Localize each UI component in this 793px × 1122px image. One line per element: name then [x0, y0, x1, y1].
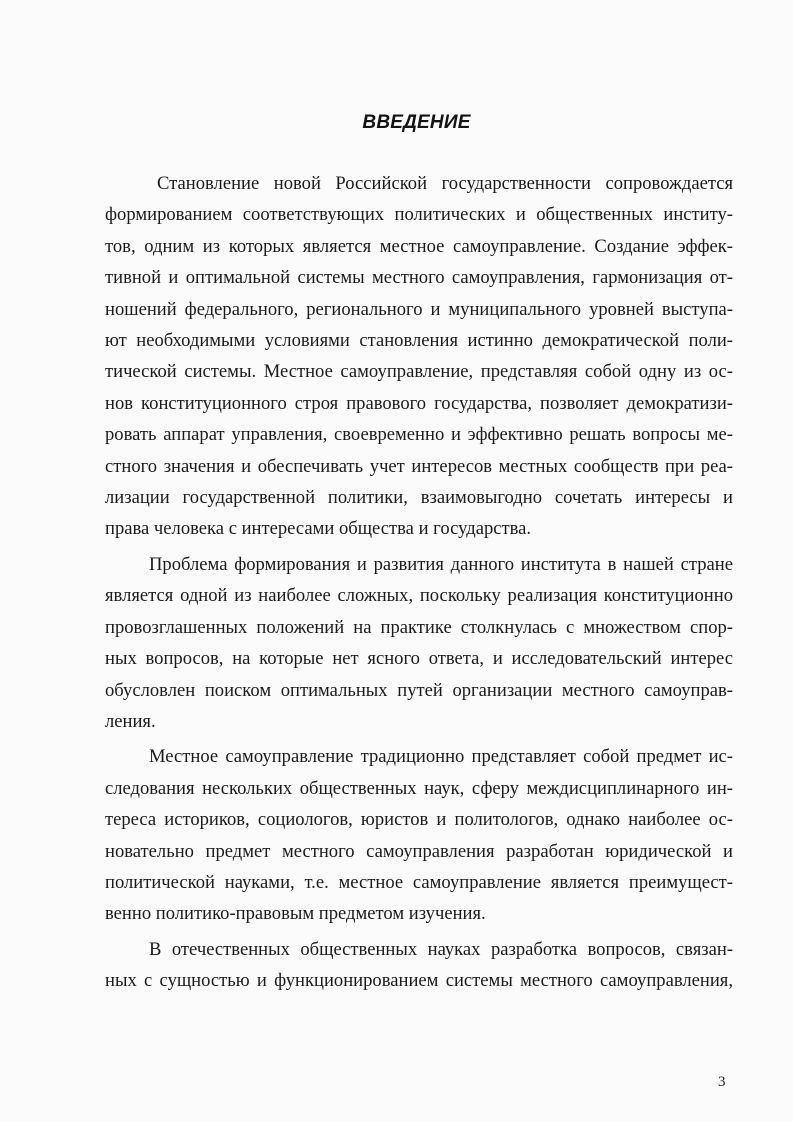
text-line: тической системы. Местное самоуправление, представляя собой одну из ос-: [105, 361, 733, 383]
text-line: венно политико-правовым предметом изучения.: [105, 903, 486, 925]
text-line: лизации государственной политики, взаимовыгодно сочетать интересы и: [105, 487, 733, 509]
text-line: ют необходимыми условиями становления истинно демократической поли-: [105, 330, 733, 352]
text-line: провозглашенных положений на практике столкнулась с множеством спор-: [105, 616, 733, 638]
text-line: Местное самоуправление традиционно представляет собой предмет ис-: [149, 746, 733, 768]
text-line: ровать аппарат управления, своевременно и эффективно решать вопросы ме-: [105, 424, 733, 446]
text-line: обусловлен поиском оптимальных путей организации местного самоуправ-: [105, 679, 733, 701]
paragraph-1: [105, 168, 733, 545]
text-line: ления.: [105, 710, 156, 732]
body-text: [105, 168, 733, 997]
text-line: формированием соответствующих политических и общественных институ-: [105, 204, 733, 226]
text-line: нов конституционного строя правового государства, позволяет демократизи-: [105, 392, 733, 414]
section-heading: ВВЕДЕНИЕ: [362, 112, 471, 133]
text-line: тереса историков, социологов, юристов и политологов, однако наиболее ос-: [105, 809, 733, 831]
text-line: стного значения и обеспечивать учет интересов местных сообществ при реа-: [105, 455, 733, 477]
paragraph-4: [105, 934, 733, 997]
text-line: Становление новой Российской государственности сопровождается: [157, 173, 733, 194]
text-line: является одной из наиболее сложных, поскольку реализация конституционно: [105, 585, 733, 607]
text-line: ных вопросов, на которые нет ясного ответа, и исследовательский интерес: [105, 648, 733, 670]
text-line: ных с сущностью и функционированием системы местного самоуправления,: [105, 970, 733, 992]
text-line: следования нескольких общественных наук, сферу междисциплинарного ин-: [105, 777, 733, 799]
page-number: 3: [718, 1074, 726, 1090]
text-line: В отечественных общественных науках разработка вопросов, связан-: [149, 938, 733, 960]
text-line: новательно предмет местного самоуправления разработан юридической и: [105, 840, 733, 862]
text-line: тов, одним из которых является местное самоуправление. Создание эффек-: [105, 235, 733, 257]
text-line: ношений федерального, регионального и муниципального уровней выступа-: [105, 298, 733, 320]
text-line: тивной и оптимальной системы местного самоуправления, гармонизация от-: [105, 267, 733, 289]
text-line: политической науками, т.е. местное самоуправление является преимущест-: [105, 871, 733, 893]
paragraph-3: [105, 741, 733, 929]
text-line: Проблема формирования и развития данного института в нашей стране: [149, 553, 733, 575]
paragraph-2: [105, 549, 733, 737]
text-line: права человека с интересами общества и государства.: [105, 518, 532, 540]
